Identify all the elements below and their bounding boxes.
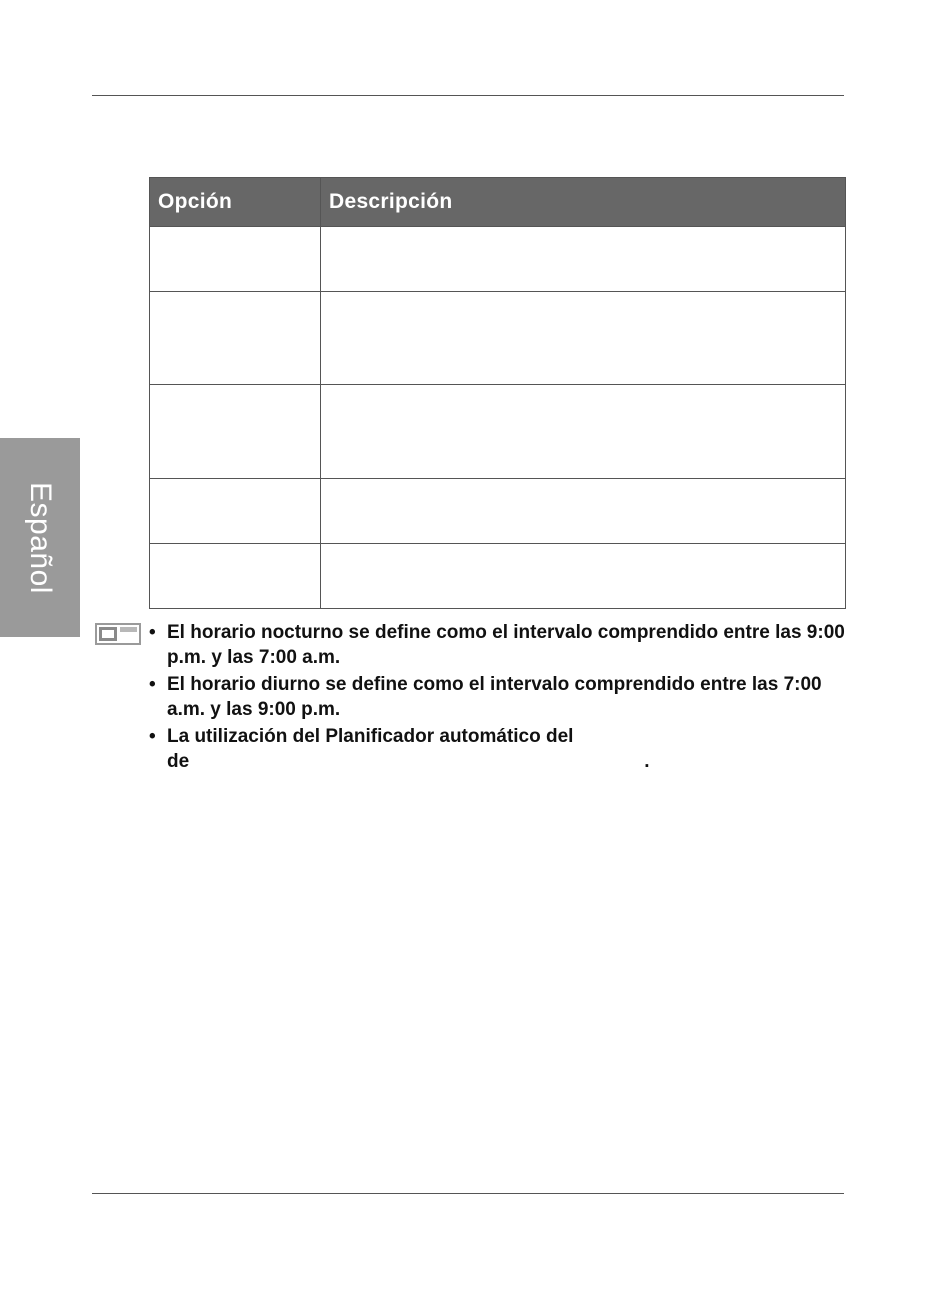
description-cell	[321, 385, 846, 479]
option-cell	[150, 292, 321, 385]
note-item-text: .	[644, 751, 650, 772]
option-cell	[150, 544, 321, 609]
column-header-option: Opción	[150, 178, 321, 227]
description-cell	[321, 292, 846, 385]
language-side-tab	[0, 438, 80, 637]
table-row	[150, 292, 846, 385]
options-table	[149, 177, 846, 609]
table-row	[150, 544, 846, 609]
note-icon	[95, 622, 141, 646]
option-cell	[150, 385, 321, 479]
note-item	[149, 724, 849, 774]
table-header-row	[150, 178, 846, 227]
description-cell	[321, 479, 846, 544]
header-rule	[92, 95, 844, 96]
table-row	[150, 385, 846, 479]
description-cell	[321, 544, 846, 609]
note-item-text: La utilización del Planificador automático del	[167, 726, 574, 747]
note-item-text: de	[167, 751, 190, 772]
notes-list	[149, 620, 849, 776]
language-tab-label: Español	[24, 482, 57, 594]
description-cell	[321, 227, 846, 292]
table-row	[150, 479, 846, 544]
footer-rule	[92, 1193, 844, 1194]
option-cell	[150, 479, 321, 544]
column-header-description: Descripción	[321, 178, 846, 227]
table-row	[150, 227, 846, 292]
note-item: • El horario nocturno se define como el intervalo comprendido entre las 9:00 p.m. y las 7:00 a.m.	[149, 620, 849, 670]
option-cell	[150, 227, 321, 292]
note-item: • El horario diurno se define como el intervalo comprendido entre las 7:00 a.m. y las 9:00 p.m.	[149, 672, 849, 722]
